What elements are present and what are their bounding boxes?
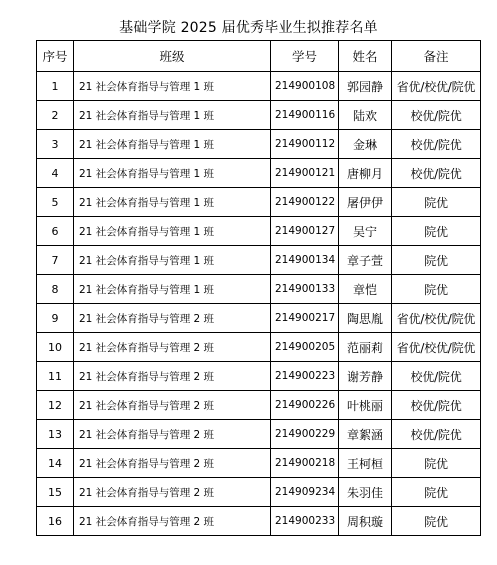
recommendation-table [36,40,481,536]
cell-name: 章恺 [339,275,392,304]
cell-class: 21 社会体育指导与管理 1 班 [74,72,271,101]
cell-name: 陶思胤 [339,304,392,333]
cell-name: 章子萱 [339,246,392,275]
header-name: 姓名 [339,41,392,72]
cell-student-id: 214900218 [271,449,339,478]
cell-no: 6 [37,217,74,246]
table-row [37,101,481,130]
cell-note: 院优 [392,507,481,536]
cell-no: 9 [37,304,74,333]
cell-student-id: 214900223 [271,362,339,391]
cell-note: 校优/院优 [392,362,481,391]
cell-note: 院优 [392,275,481,304]
cell-student-id: 214900233 [271,507,339,536]
cell-class: 21 社会体育指导与管理 2 班 [74,304,271,333]
cell-note: 校优/院优 [392,101,481,130]
cell-name: 叶桃丽 [339,391,392,420]
cell-student-id: 214900217 [271,304,339,333]
cell-student-id: 214900133 [271,275,339,304]
cell-no: 12 [37,391,74,420]
cell-no: 4 [37,159,74,188]
cell-name: 王柯桓 [339,449,392,478]
cell-class: 21 社会体育指导与管理 2 班 [74,449,271,478]
cell-class: 21 社会体育指导与管理 1 班 [74,246,271,275]
cell-name: 章絮涵 [339,420,392,449]
cell-student-id: 214900127 [271,217,339,246]
cell-no: 14 [37,449,74,478]
cell-class: 21 社会体育指导与管理 1 班 [74,188,271,217]
cell-class: 21 社会体育指导与管理 1 班 [74,217,271,246]
table-row [37,507,481,536]
header-no: 序号 [37,41,74,72]
cell-note: 省优/校优/院优 [392,333,481,362]
cell-student-id: 214900205 [271,333,339,362]
cell-student-id: 214900229 [271,420,339,449]
table-body [37,72,481,536]
cell-no: 3 [37,130,74,159]
cell-no: 7 [37,246,74,275]
cell-student-id: 214900112 [271,130,339,159]
cell-student-id: 214900116 [271,101,339,130]
header-student-id: 学号 [271,41,339,72]
cell-no: 13 [37,420,74,449]
cell-class: 21 社会体育指导与管理 2 班 [74,420,271,449]
cell-name: 谢芳静 [339,362,392,391]
cell-no: 15 [37,478,74,507]
header-class: 班级 [74,41,271,72]
cell-name: 朱羽佳 [339,478,392,507]
cell-class: 21 社会体育指导与管理 1 班 [74,130,271,159]
cell-note: 省优/校优/院优 [392,304,481,333]
cell-note: 校优/院优 [392,391,481,420]
cell-class: 21 社会体育指导与管理 1 班 [74,275,271,304]
cell-note: 校优/院优 [392,159,481,188]
cell-class: 21 社会体育指导与管理 1 班 [74,101,271,130]
cell-student-id: 214900226 [271,391,339,420]
cell-student-id: 214900121 [271,159,339,188]
table-row [37,478,481,507]
table-row [37,159,481,188]
cell-no: 10 [37,333,74,362]
cell-student-id: 214900108 [271,72,339,101]
cell-note: 院优 [392,217,481,246]
cell-name: 周积璇 [339,507,392,536]
cell-student-id: 214900134 [271,246,339,275]
cell-name: 吴宁 [339,217,392,246]
cell-name: 郭园静 [339,72,392,101]
cell-class: 21 社会体育指导与管理 2 班 [74,333,271,362]
cell-name: 金琳 [339,130,392,159]
table-row [37,304,481,333]
cell-class: 21 社会体育指导与管理 2 班 [74,391,271,420]
table-row [37,246,481,275]
cell-class: 21 社会体育指导与管理 2 班 [74,478,271,507]
cell-note: 院优 [392,478,481,507]
table-row [37,391,481,420]
cell-no: 2 [37,101,74,130]
cell-no: 5 [37,188,74,217]
table-row [37,72,481,101]
cell-name: 屠伊伊 [339,188,392,217]
table-row [37,217,481,246]
document-title: 基础学院 2025 届优秀毕业生拟推荐名单 [119,20,378,36]
cell-name: 范丽莉 [339,333,392,362]
cell-note: 院优 [392,449,481,478]
cell-no: 11 [37,362,74,391]
cell-no: 8 [37,275,74,304]
cell-class: 21 社会体育指导与管理 1 班 [74,159,271,188]
cell-no: 16 [37,507,74,536]
cell-name: 陆欢 [339,101,392,130]
table-row [37,130,481,159]
table-row [37,449,481,478]
cell-note: 院优 [392,188,481,217]
cell-no: 1 [37,72,74,101]
cell-student-id: 214900122 [271,188,339,217]
cell-note: 校优/院优 [392,130,481,159]
table-row [37,275,481,304]
cell-name: 唐柳月 [339,159,392,188]
table-row [37,420,481,449]
cell-note: 省优/校优/院优 [392,72,481,101]
table-row [37,362,481,391]
cell-class: 21 社会体育指导与管理 2 班 [74,507,271,536]
table-header-row [37,41,481,72]
cell-note: 校优/院优 [392,420,481,449]
header-note: 备注 [392,41,481,72]
table-row [37,333,481,362]
cell-class: 21 社会体育指导与管理 2 班 [74,362,271,391]
table-row [37,188,481,217]
cell-note: 院优 [392,246,481,275]
cell-student-id: 214909234 [271,478,339,507]
